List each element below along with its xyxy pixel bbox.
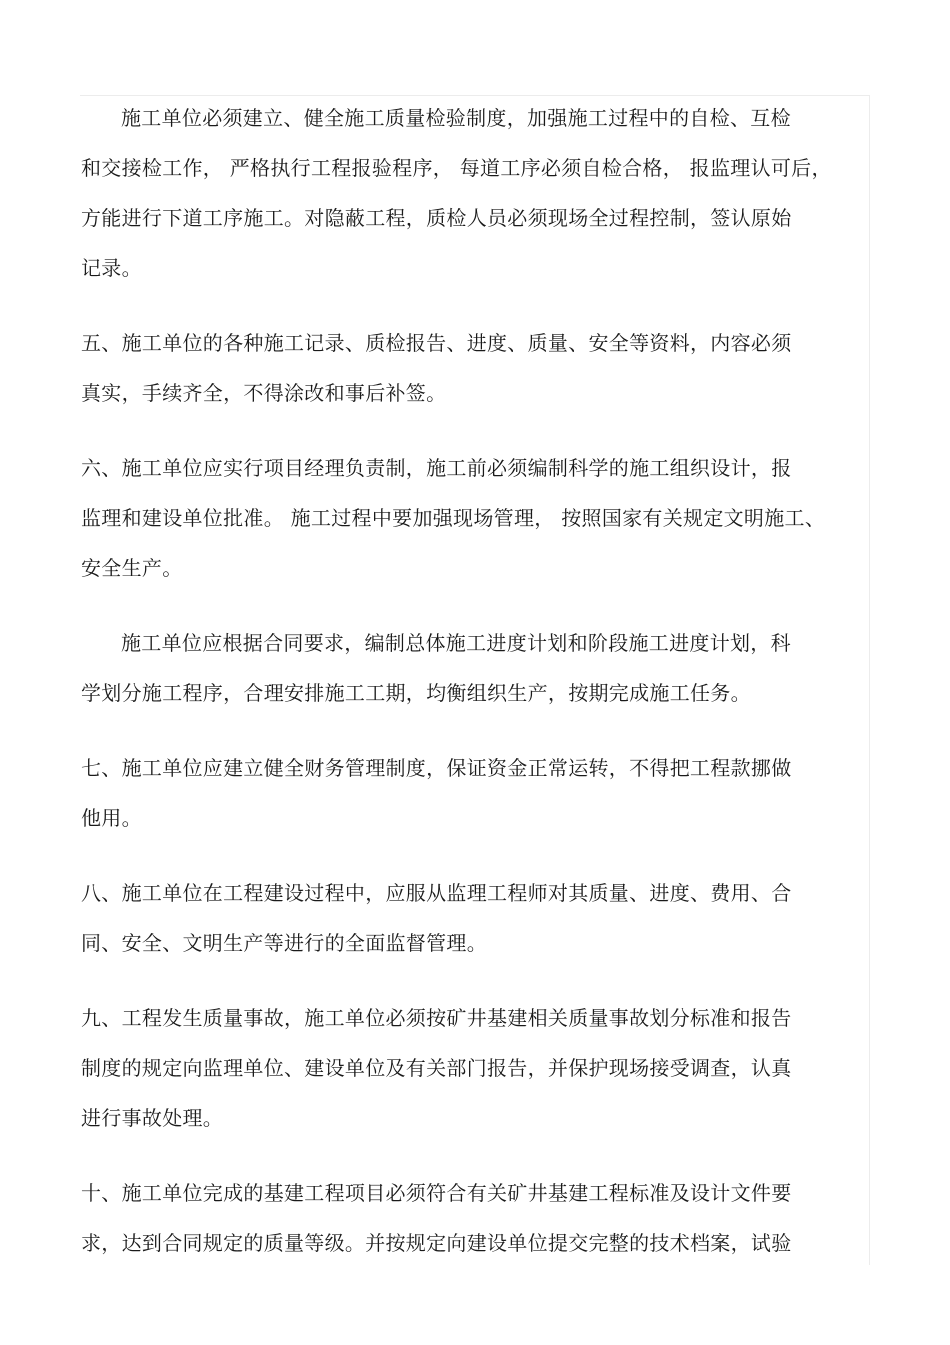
paragraph-8-line-2: 同、安全、文明生产等进行的全面监督管理。 (81, 931, 487, 955)
paragraph-1-line-3: 方能进行下道工序施工。对隐蔽工程，质检人员必须现场全过程控制，签认原始 (81, 206, 792, 230)
paragraph-5-line-1: 五、施工单位的各种施工记录、质检报告、进度、质量、安全等资料，内容必须 (81, 331, 792, 355)
paragraph-6-line-3: 安全生产。 (81, 556, 183, 580)
paragraph-1-line-1: 施工单位必须建立、健全施工质量检验制度，加强施工过程中的自检、互检 (121, 106, 791, 130)
paragraph-9-line-3: 进行事故处理。 (81, 1106, 224, 1130)
paragraph-schedule-line-2: 学划分施工程序，合理安排施工工期，均衡组织生产，按期完成施工任务。 (81, 681, 751, 705)
paragraph-6-line-2: 监理和建设单位批准。 施工过程中要加强现场管理， 按照国家有关规定文明施工、 (81, 506, 826, 530)
paragraph-10-line-2: 求，达到合同规定的质量等级。并按规定向建设单位提交完整的技术档案，试验 (81, 1231, 792, 1255)
paragraph-1-line-4: 记录。 (81, 256, 142, 280)
paragraph-8-line-1: 八、施工单位在工程建设过程中，应服从监理工程师对其质量、进度、费用、合 (81, 881, 792, 905)
paragraph-schedule-line-1: 施工单位应根据合同要求，编制总体施工进度计划和阶段施工进度计划，科 (121, 631, 791, 655)
paragraph-6-line-1: 六、施工单位应实行项目经理负责制，施工前必须编制科学的施工组织设计，报 (81, 456, 792, 480)
paragraph-5-line-2: 真实，手续齐全，不得涂改和事后补签。 (81, 381, 447, 405)
paragraph-9-line-1: 九、工程发生质量事故，施工单位必须按矿井基建相关质量事故划分标准和报告 (81, 1006, 792, 1030)
paragraph-1-line-2: 和交接检工作， 严格执行工程报验程序， 每道工序必须自检合格， 报监理认可后， (81, 156, 832, 180)
paragraph-7-line-2: 他用。 (81, 806, 142, 830)
paragraph-10-line-1: 十、施工单位完成的基建工程项目必须符合有关矿井基建工程标准及设计文件要 (81, 1181, 792, 1205)
paragraph-9-line-2: 制度的规定向监理单位、建设单位及有关部门报告，并保护现场接受调查，认真 (81, 1056, 792, 1080)
paragraph-7-line-1: 七、施工单位应建立健全财务管理制度，保证资金正常运转，不得把工程款挪做 (81, 756, 792, 780)
